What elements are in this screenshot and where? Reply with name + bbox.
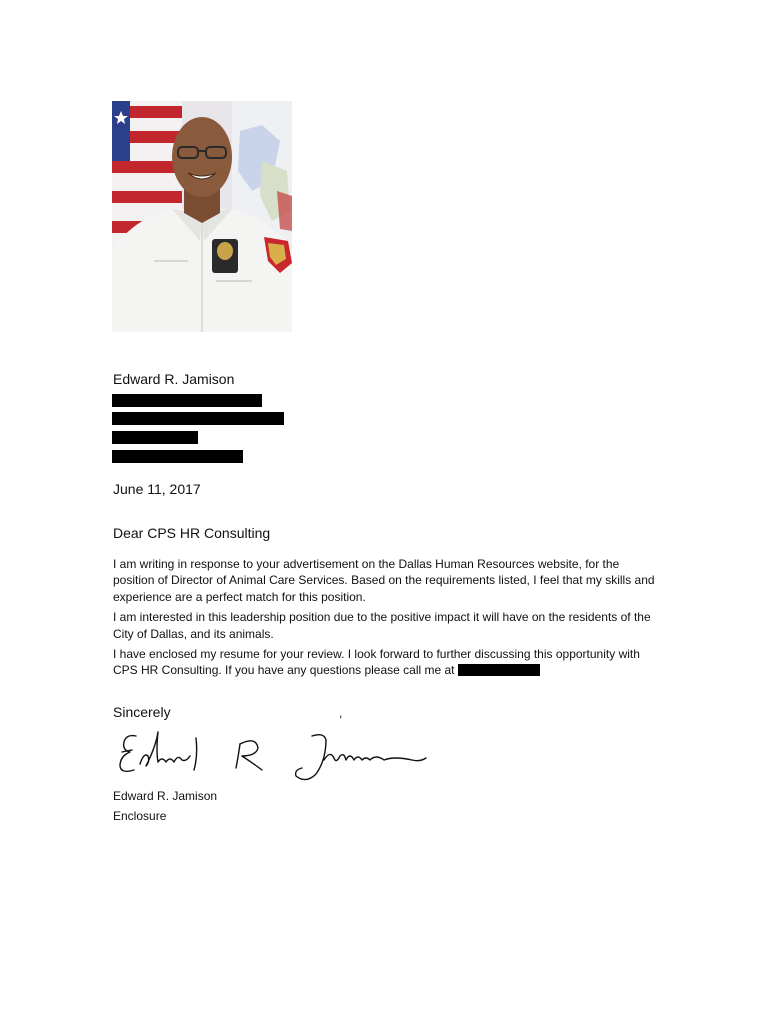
letter-body [113,556,658,683]
enclosure-note: Enclosure [113,809,167,823]
redacted-address-line-1 [112,394,262,407]
letter-date: June 11, 2017 [113,481,201,497]
closing: Sincerely [113,704,171,720]
body-paragraph-3-text: I have enclosed my resume for your review. I look forward to further discussing this opportunity with CPS HR Consulting. If you have any questions please call me at [113,647,640,678]
body-paragraph-1: I am writing in response to your advertisement on the Dallas Human Resources website, for the position of Director of Animal Care Services. Based on the requirements listed, I feel that my skills and experience are a perfect match for this position. [113,557,655,604]
handwritten-signature [112,726,432,788]
body-paragraph-3 [113,646,658,679]
portrait-photo [112,101,292,332]
redacted-address-line-4 [112,450,243,463]
signed-name: Edward R. Jamison [113,789,218,803]
salutation: Dear CPS HR Consulting [113,525,271,541]
redacted-address-line-3 [112,431,198,444]
sender-name: Edward R. Jamison [113,371,235,387]
body-paragraph-2: I am interested in this leadership position due to the positive impact it will have on the residents of the City of Dallas, and its animals. [113,610,651,641]
redacted-phone-number [458,664,540,676]
stray-mark: , [339,706,343,720]
redacted-address-line-2 [112,412,284,425]
